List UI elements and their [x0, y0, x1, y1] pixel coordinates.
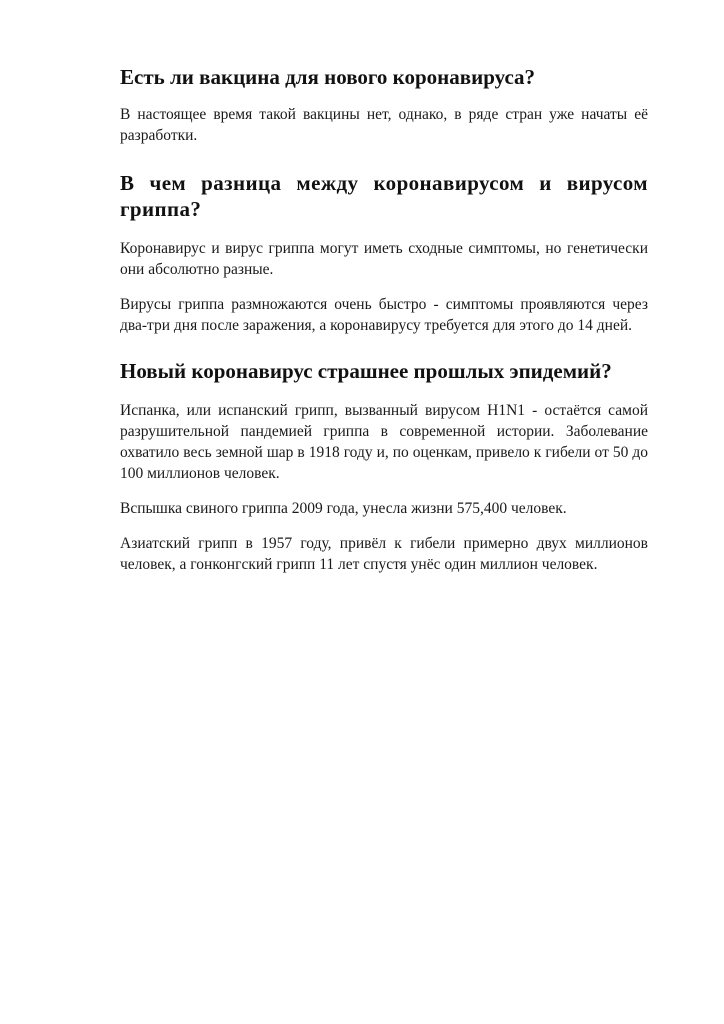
- section-difference: [120, 170, 648, 336]
- paragraph-vaccine-answer: В настоящее время такой вакцины нет, однако, в ряде стран уже начаты её разработки.: [120, 106, 648, 144]
- paragraph-swine-flu: Вспышка свиного гриппа 2009 года, унесла жизни 575,400 человек.: [120, 500, 567, 517]
- heading-difference-question: В чем разница между коронавирусом и вирусом гриппа?: [120, 171, 648, 221]
- paragraph-asian-flu: Азиатский грипп в 1957 году, привёл к гибели примерно двух миллионов человек, а гонконгский грипп 11 лет спустя унёс один миллион человек.: [120, 535, 648, 573]
- paragraph-difference-incubation: Вирусы гриппа размножаются очень быстро - симптомы проявляются через два-три дня после заражения, а коронавирусу требуется для этого до 14 дней.: [120, 296, 648, 334]
- document-page: [120, 58, 648, 575]
- section-epidemics: [120, 358, 648, 575]
- paragraph-difference-symptoms: Коронавирус и вирус гриппа могут иметь сходные симптомы, но генетически они абсолютно разные.: [120, 240, 648, 278]
- paragraph-spanish-flu: Испанка, или испанский грипп, вызванный вирусом H1N1 - остаётся самой разрушительной пандемией гриппа в современной истории. Заболевание охватило весь земной шар в 1918 году и, по оценкам, привело к гибели от 50 до 100 миллионов человек.: [120, 402, 648, 482]
- section-vaccine: [120, 64, 648, 146]
- heading-vaccine-question: Есть ли вакцина для нового коронавируса?: [120, 65, 536, 89]
- heading-epidemics-question: Новый коронавирус страшнее прошлых эпидемий?: [120, 359, 612, 383]
